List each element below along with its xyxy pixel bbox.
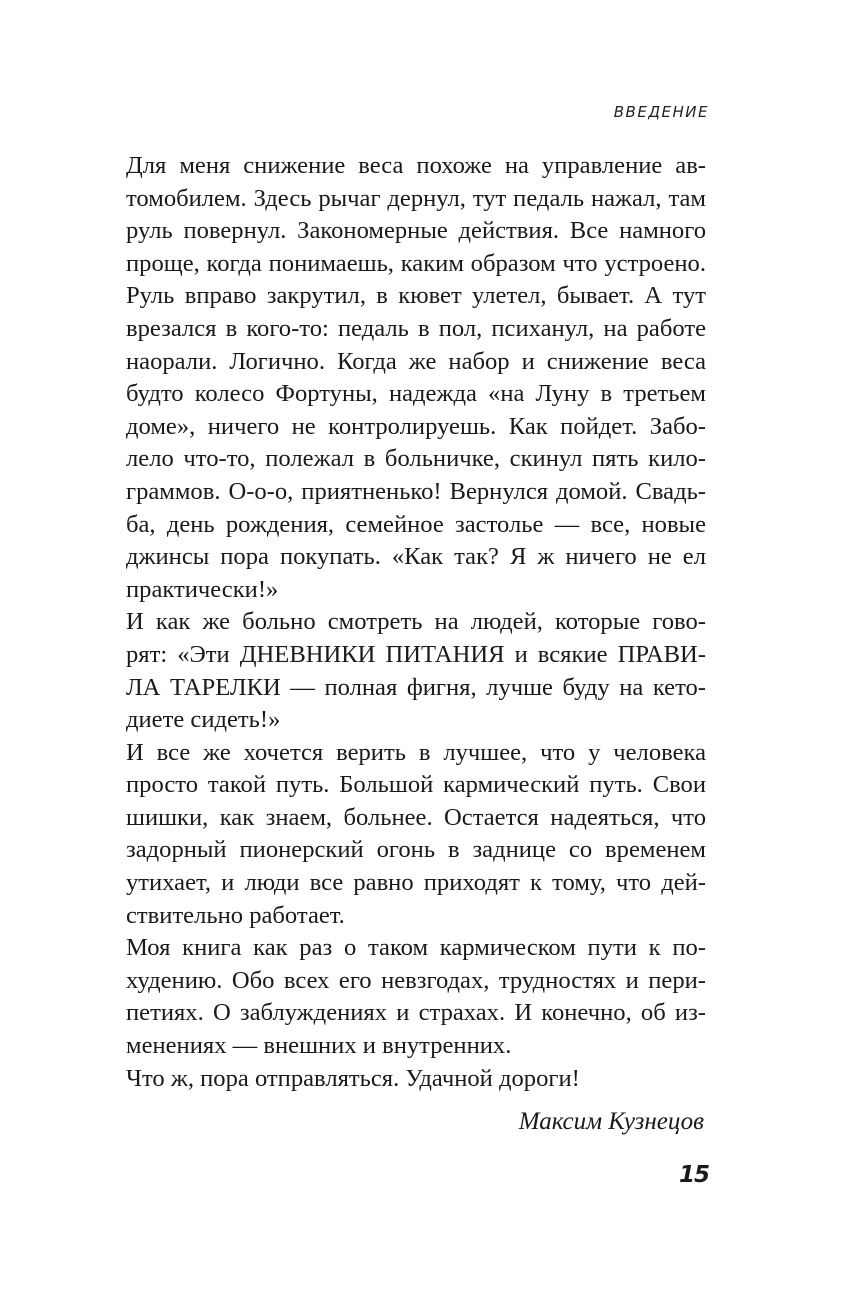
paragraph — [90, 932, 706, 1062]
text-line: рят: «Эти ДНЕВНИКИ ПИТАНИЯ и всякие ПРАВИ- — [126, 640, 706, 668]
text-line: томобилем. Здесь рычаг дернул, тут педаль нажал, там — [126, 184, 706, 212]
text-line: И как же больно смотреть на людей, которые гово- — [126, 608, 706, 636]
running-header: ВВЕДЕНИЕ — [613, 103, 709, 121]
text-line: менениях — внешних и внутренних. — [126, 1032, 512, 1060]
text-line: диете сидеть!» — [126, 706, 281, 734]
text-line: Для меня снижение веса похоже на управление ав- — [126, 152, 706, 179]
text-line: шишки, как знаем, больнее. Остается надеяться, что — [126, 803, 706, 831]
page-number: 15 — [678, 1162, 709, 1188]
text-line: худению. Обо всех его невзгодах, трудностях и пери- — [126, 966, 706, 994]
text-line: утихает, и люди все равно приходят к тому, что дей- — [126, 869, 706, 897]
text-line: просто такой путь. Большой кармический путь. Свои — [126, 771, 706, 799]
text-line: врезался в кого-то: педаль в пол, психанул, на работе — [126, 314, 706, 342]
text-line: ЛА ТАРЕЛКИ — полная фигня, лучше буду на кето- — [126, 673, 706, 701]
body-text — [90, 150, 706, 1095]
text-line: доме», ничего не контролируешь. Как пойдет. Забо- — [126, 412, 706, 440]
text-line: ба, день рождения, семейное застолье — все, новые — [126, 510, 706, 538]
paragraph — [90, 737, 706, 933]
text-line: будто колесо Фортуны, надежда «на Луну в третьем — [126, 380, 706, 408]
author-signature: Максим Кузнецов — [518, 1108, 704, 1135]
text-line: граммов. О-о-о, приятненько! Вернулся домой. Свадь- — [126, 477, 706, 505]
text-line: джинсы пора покупать. «Как так? Я ж ничего не ел — [126, 543, 706, 571]
text-line: Моя книга как раз о таком кармическом пути к по- — [126, 934, 706, 962]
text-line: руль повернул. Закономерные действия. Все намного — [126, 217, 706, 245]
text-line: ствительно работает. — [126, 901, 345, 929]
text-line: задорный пионерский огонь в заднице со временем — [126, 836, 706, 864]
text-line: И все же хочется верить в лучшее, что у человека — [126, 738, 706, 766]
text-line: лело что-то, полежал в больничке, скинул пять кило- — [126, 445, 706, 473]
text-line: проще, когда понимаешь, каким образом что устроено. — [126, 249, 706, 277]
text-line: петиях. О заблуждениях и страхах. И конечно, об из- — [126, 999, 706, 1027]
text-line: Что ж, пора отправляться. Удачной дороги! — [126, 1064, 580, 1092]
text-line: Руль вправо закрутил, в кювет улетел, бывает. А тут — [126, 282, 706, 310]
text-line: наорали. Логично. Когда же набор и снижение веса — [126, 347, 706, 375]
paragraph — [90, 606, 706, 736]
paragraph — [90, 150, 706, 606]
text-line: практически!» — [126, 575, 279, 603]
paragraph — [90, 1063, 706, 1096]
